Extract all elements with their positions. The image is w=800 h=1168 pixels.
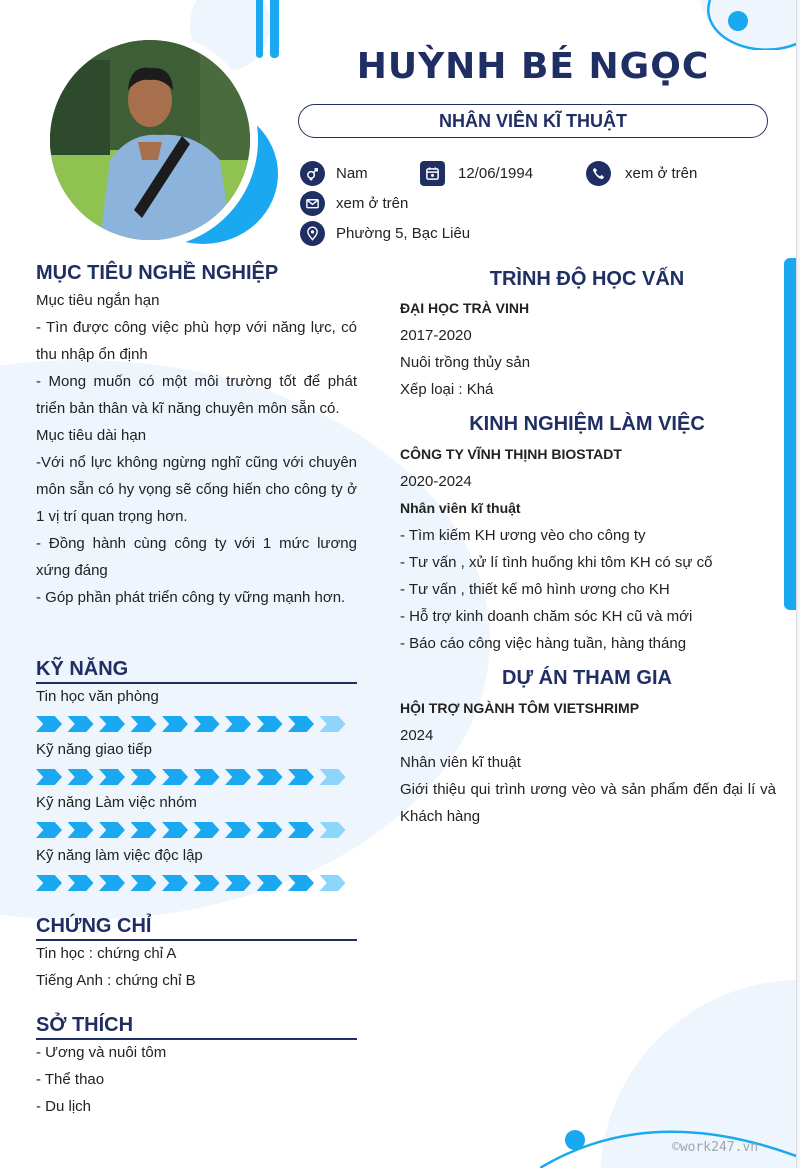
education-major: Nuôi trồng thủy sản <box>400 354 531 371</box>
accent-bar <box>256 0 263 58</box>
education-heading: TRÌNH ĐỘ HỌC VẤN <box>489 268 685 290</box>
skill-arrow-icon <box>288 822 314 838</box>
experience-heading: KINH NGHIỆM LÀM VIỆC <box>469 413 705 435</box>
skill-arrow-icon <box>257 716 283 732</box>
watermark: ©work247.vn <box>672 1140 759 1155</box>
skill-arrow-icon <box>225 822 251 838</box>
project-name: HỘI TRỢ NGÀNH TÔM VIETSHRIMP <box>400 700 640 716</box>
skill-arrow-icon <box>162 769 188 785</box>
location-icon <box>300 221 325 246</box>
skills-heading: KỸ NĂNG <box>36 658 129 680</box>
skill-arrow-icon <box>225 875 251 891</box>
skill-arrow-icon <box>194 769 220 785</box>
email-info <box>300 190 408 216</box>
skill-arrow-icon <box>288 769 314 785</box>
experience-duty: - Báo cáo công việc hàng tuần, hàng tháng <box>400 635 687 652</box>
skill-arrow-icon <box>36 769 62 785</box>
skill-label: Kỹ năng Làm việc nhóm <box>36 794 197 811</box>
hobby-item: - Thể thao <box>36 1071 105 1088</box>
skill-arrow-icon <box>68 822 94 838</box>
email-icon <box>300 191 325 216</box>
job-title: NHÂN VIÊN KĨ THUẬT <box>298 104 768 138</box>
skill-rating <box>36 822 351 838</box>
experience-years: 2020-2024 <box>400 473 472 490</box>
accent-bar <box>784 258 796 610</box>
skill-arrow-icon <box>131 769 157 785</box>
skill-arrow-icon <box>162 822 188 838</box>
skill-arrow-icon <box>36 716 62 732</box>
skill-label: Tin học văn phòng <box>36 688 159 705</box>
project-description: Giới thiệu qui trình ương vèo và sản phẩm đến đại lí và Khách hàng <box>400 781 776 825</box>
hobby-item: - Ương và nuôi tôm <box>36 1044 167 1061</box>
email-value: xem ở trên <box>336 194 409 212</box>
skill-arrow-icon <box>288 875 314 891</box>
skill-arrow-icon <box>194 875 220 891</box>
skill-rating <box>36 769 351 785</box>
skill-arrow-icon <box>68 769 94 785</box>
skill-arrow-icon <box>257 769 283 785</box>
objective-line: Mục tiêu dài hạn <box>36 427 147 444</box>
experience-duty: - Tư vấn , thiết kế mô hình ương cho KH <box>400 581 670 598</box>
gender-value: Nam <box>336 164 368 182</box>
skill-arrow-icon <box>99 822 125 838</box>
decor-circle-icon <box>700 0 796 50</box>
skill-arrow-icon <box>320 822 346 838</box>
objective-line: - Đồng hành cùng công ty với 1 mức lương xứng đáng <box>36 535 357 579</box>
education-grade: Xếp loại : Khá <box>400 381 494 398</box>
skill-label: Kỹ năng làm việc độc lập <box>36 847 203 864</box>
skill-arrow-icon <box>320 769 346 785</box>
calendar-icon <box>420 161 445 186</box>
objective-line: - Tìn được công việc phù hợp với năng lực, có thu nhập ổn định <box>36 319 357 363</box>
skill-arrow-icon <box>162 716 188 732</box>
skill-arrow-icon <box>257 875 283 891</box>
project-role: Nhân viên kĩ thuật <box>400 754 521 771</box>
birthday-info <box>420 160 533 186</box>
skill-arrow-icon <box>162 875 188 891</box>
candidate-name: HUỲNH BÉ NGỌC <box>356 46 710 87</box>
certificate-item: Tiếng Anh : chứng chỉ B <box>36 972 196 989</box>
hobbies-heading: SỞ THÍCH <box>36 1014 134 1036</box>
skill-rating <box>36 716 351 732</box>
certificate-item: Tin học : chứng chỉ A <box>36 945 177 962</box>
skill-arrow-icon <box>194 822 220 838</box>
experience-position: Nhân viên kĩ thuật <box>400 500 521 516</box>
skill-arrow-icon <box>320 875 346 891</box>
skill-arrow-icon <box>99 769 125 785</box>
objective-line: - Mong muốn có một môi trường tốt để phát triển bản thân và kĩ năng chuyên môn sẵn có. <box>36 373 357 417</box>
experience-duty: - Tư vấn , xử lí tình huống khi tôm KH có sự cố <box>400 554 713 571</box>
avatar <box>50 40 250 240</box>
certificates-heading: CHỨNG CHỈ <box>36 915 152 937</box>
objective-line: -Với nổ lực không ngừng nghĩ cũng với chuyên môn sẵn có hy vọng sẽ cống hiến cho công ty ở 1 vị trí quan trọng hơn. <box>36 454 357 525</box>
experience-duty: - Tìm kiếm KH ương vèo cho công ty <box>400 527 646 544</box>
phone-icon <box>586 161 611 186</box>
objective-heading: MỤC TIÊU NGHỀ NGHIỆP <box>36 262 279 284</box>
project-year: 2024 <box>400 727 434 744</box>
phone-value: xem ở trên <box>625 164 698 182</box>
skill-arrow-icon <box>68 716 94 732</box>
skill-arrow-icon <box>99 716 125 732</box>
address-info <box>300 220 470 246</box>
skill-arrow-icon <box>225 716 251 732</box>
skill-arrow-icon <box>194 716 220 732</box>
skill-arrow-icon <box>131 875 157 891</box>
education-school: ĐẠI HỌC TRÀ VINH <box>400 300 530 316</box>
accent-bar <box>270 0 279 58</box>
experience-company: CÔNG TY VĨNH THỊNH BIOSTADT <box>400 446 622 462</box>
gender-info <box>300 160 368 186</box>
skill-rating <box>36 875 351 891</box>
birthday-value: 12/06/1994 <box>458 164 534 182</box>
objective-line: Mục tiêu ngắn hạn <box>36 292 160 309</box>
phone-info <box>586 160 697 186</box>
skill-arrow-icon <box>131 822 157 838</box>
gender-icon <box>300 161 325 186</box>
skill-arrow-icon <box>131 716 157 732</box>
skill-arrow-icon <box>225 769 251 785</box>
experience-duty: - Hỗ trợ kinh doanh chăm sóc KH cũ và mới <box>400 608 693 625</box>
skill-arrow-icon <box>68 875 94 891</box>
projects-heading: DỰ ÁN THAM GIA <box>502 667 672 689</box>
address-value: Phường 5, Bạc Liêu <box>336 224 471 242</box>
hobby-item: - Du lịch <box>36 1098 92 1115</box>
skill-label: Kỹ năng giao tiếp <box>36 741 152 758</box>
skill-arrow-icon <box>99 875 125 891</box>
skill-arrow-icon <box>36 875 62 891</box>
education-years: 2017-2020 <box>400 327 472 344</box>
skill-arrow-icon <box>288 716 314 732</box>
skill-arrow-icon <box>320 716 346 732</box>
skill-arrow-icon <box>257 822 283 838</box>
objective-line: - Góp phần phát triển công ty vững mạnh hơn. <box>36 589 346 606</box>
skill-arrow-icon <box>36 822 62 838</box>
